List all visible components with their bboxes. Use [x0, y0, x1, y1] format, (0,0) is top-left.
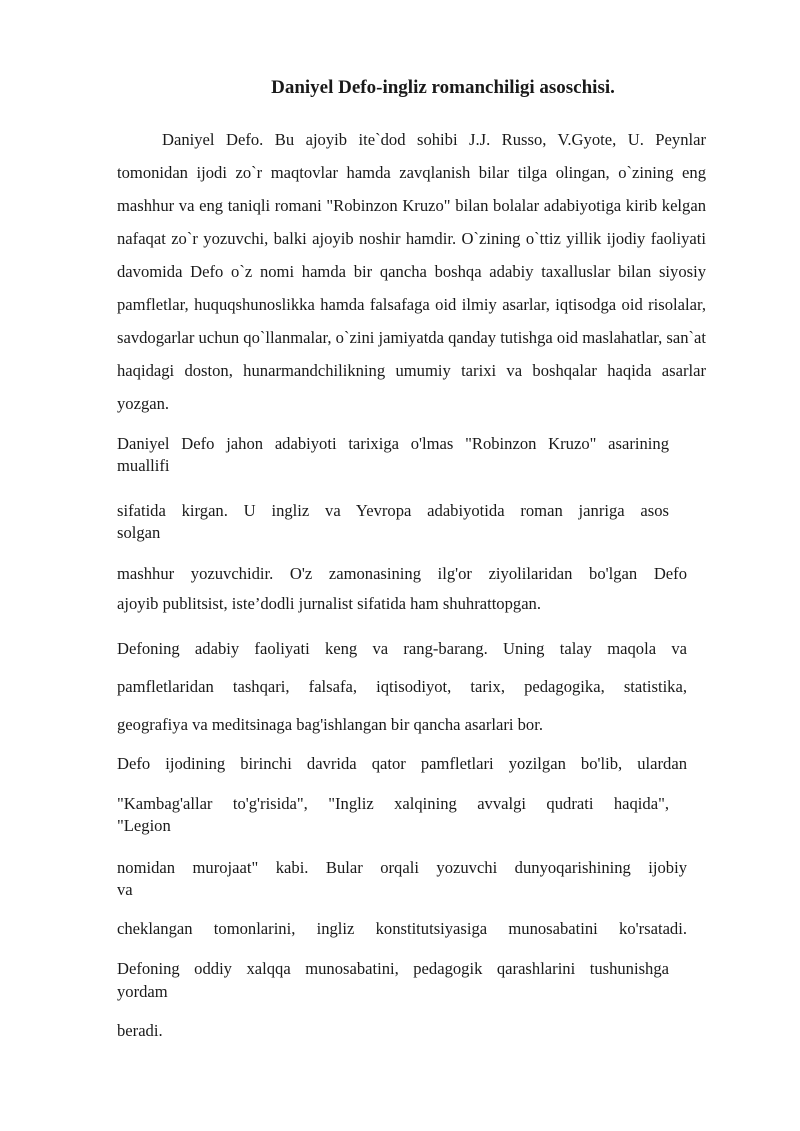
text-line-3: sifatida kirgan. U ingliz va Yevropa adabiyotida roman janriga asos: [117, 501, 669, 520]
text-line-14: va: [117, 880, 133, 899]
text-line-17: yordam: [117, 982, 168, 1001]
text-line-10: Defo ijodining birinchi davrida qator pamfletlari yozilgan bo'lib, ulardan: [117, 754, 687, 773]
text-line-18: beradi.: [117, 1021, 163, 1040]
text-line-12: "Legion: [117, 816, 171, 835]
text-line-4: solgan: [117, 523, 161, 542]
text-line-1: Daniyel Defo jahon adabiyoti tarixiga o'lmas "Robinzon Kruzo" asarining: [117, 434, 669, 453]
text-line-15: cheklangan tomonlarini, ingliz konstitutsiyasiga munosabatini ko'rsatadi.: [117, 919, 687, 938]
text-line-9: geografiya va meditsinaga bag'ishlangan bir qancha asarlari bor.: [117, 715, 543, 734]
intro-paragraph: Daniyel Defo. Bu ajoyib ite`dod sohibi J.J. Russo, V.Gyote, U. Peynlar tomonidan ijodi zo`r maqtovlar hamda zavqlanish bilar tilga olingan, o`zining eng mashhur va eng taniqli romani "Robinzon Kruzo" bilan bolalar adabiyotiga kirib kelgan nafaqat zo`r yozuvchi, balki ajoyib noshir hamdir. O`zining o`ttiz yillik ijodiy faoliyati davomida Defo o`z nomi hamda bir qancha boshqa adabiy taxalluslar bilan siyosiy pamfletlar, huquqshunoslikka hamda falsafaga oid ilmiy asarlar, iqtisodga oid risolalar, savdogarlar uchun qo`llanmalar, o`zini jamiyatda qanday tutishga oid maslahatlar, san`at haqidagi doston, hunarmandchilikning umumiy tarixi va boshqalar haqida asarlar yozgan.: [117, 130, 706, 413]
text-line-8: pamfletlaridan tashqari, falsafa, iqtisodiyot, tarix, pedagogika, statistika,: [117, 677, 687, 696]
text-line-13: nomidan murojaat" kabi. Bular orqali yozuvchi dunyoqarishining ijobiy: [117, 858, 687, 877]
text-line-5: mashhur yozuvchidir. O'z zamonasining ilg'or ziyolilaridan bo'lgan Defo: [117, 564, 687, 583]
page-title: Daniyel Defo-ingliz romanchiligi asoschisi.: [271, 77, 615, 98]
text-line-2: muallifi: [117, 456, 170, 475]
text-line-7: Defoning adabiy faoliyati keng va rang-barang. Uning talay maqola va: [117, 639, 687, 658]
text-line-6: ajoyib publitsist, iste’dodli jurnalist sifatida ham shuhrattopgan.: [117, 594, 542, 613]
text-line-16: Defoning oddiy xalqqa munosabatini, pedagogik qarashlarini tushunishga: [117, 959, 669, 978]
text-line-11: "Kambag'allar to'g'risida", "Ingliz xalqining avvalgi qudrati haqida",: [117, 794, 669, 813]
